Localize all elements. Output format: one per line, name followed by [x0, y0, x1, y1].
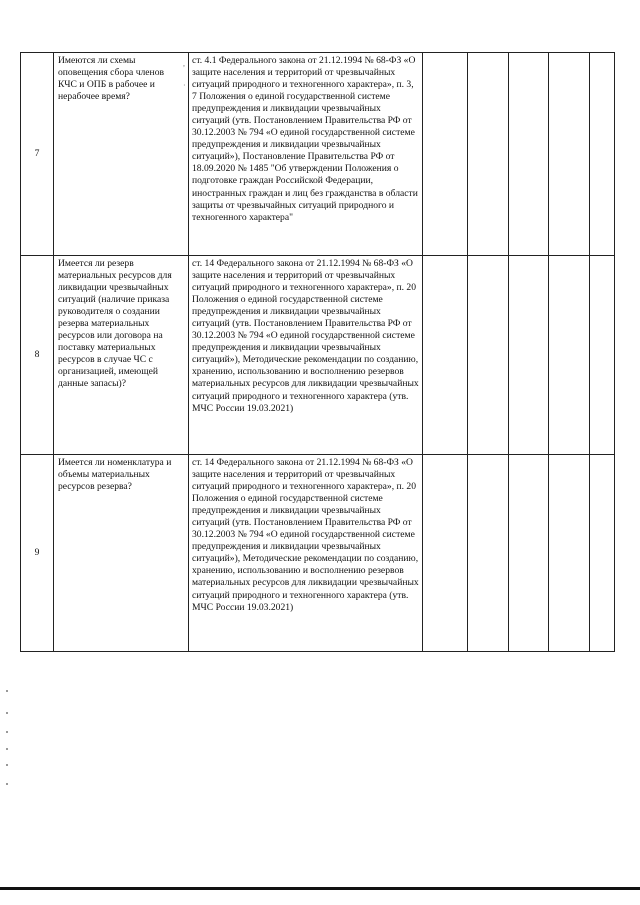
table-row: [21, 455, 615, 652]
extra-cell: [590, 53, 615, 256]
answer-cell-not-applicable: [509, 256, 549, 455]
scan-artifact-dots: [6, 690, 16, 800]
extra-cell: [590, 455, 615, 652]
answer-cell-yes: [423, 455, 468, 652]
answer-cell-not-applicable: [509, 53, 549, 256]
checklist-question: Имеется ли резерв материальных ресурсов для ликвидации чрезвычайных ситуаций (наличие приказа руководителя о создании резерва материальных ресурсов или договора на поставку материальных ресурсов в случае ЧС с организацией, имеющей данные запасы)?: [54, 256, 189, 455]
answer-cell-no: [468, 53, 509, 256]
answer-cell-yes: [423, 53, 468, 256]
legal-basis: ст. 14 Федерального закона от 21.12.1994 № 68-ФЗ «О защите населения и территорий от чрезвычайных ситуаций природного и техногенного характера», п. 20 Положения о единой государственной системе предупреждения и ликвидации чрезвычайных ситуаций (утв. Постановлением Правительства РФ от 30.12.2003 № 794 «О единой государственной системе предупреждения и ликвидации чрезвычайных ситуаций»), Методические рекомендации по созданию, хранению, использованию и восполнению резервов материальных ресурсов для ликвидации чрезвычайных ситуаций природного и техногенного характера (утв. МЧС России 19.03.2021): [189, 455, 423, 652]
row-number: 8: [21, 256, 54, 455]
answer-cell-yes: [423, 256, 468, 455]
inspection-checklist-table: [20, 52, 615, 652]
notes-cell: [549, 256, 590, 455]
notes-cell: [549, 53, 590, 256]
notes-cell: [549, 455, 590, 652]
scan-artifact-mark: ·: [183, 81, 186, 90]
answer-cell-no: [468, 256, 509, 455]
row-number: 9: [21, 455, 54, 652]
checklist-question: Имеются ли схемы оповещения сбора членов КЧС и ОПБ в рабочее и нерабочее время?: [54, 53, 189, 256]
checklist-question: Имеется ли номенклатура и объемы материальных ресурсов резерва?: [54, 455, 189, 652]
table-row: [21, 53, 615, 256]
page-bottom-edge: [0, 887, 640, 890]
legal-basis: ст. 14 Федерального закона от 21.12.1994 № 68-ФЗ «О защите населения и территорий от чрезвычайных ситуаций природного и техногенного характера», п. 20 Положения о единой государственной системе предупреждения и ликвидации чрезвычайных ситуаций (утв. Постановлением Правительства РФ от 30.12.2003 № 794 «О единой государственной системе предупреждения и ликвидации чрезвычайных ситуаций»), Методические рекомендации по созданию, хранению, использованию и восполнению резервов материальных ресурсов для ликвидации чрезвычайных ситуаций природного и техногенного характера (утв. МЧС России 19.03.2021): [189, 256, 423, 455]
table-row: [21, 256, 615, 455]
scan-artifact-mark: ,: [183, 59, 185, 68]
answer-cell-not-applicable: [509, 455, 549, 652]
legal-basis: ст. 4.1 Федерального закона от 21.12.1994 № 68-ФЗ «О защите населения и территорий от чрезвычайных ситуаций природного и техногенного характера», п. 3, 7 Положения о единой государственной системе предупреждения и ликвидации чрезвычайных ситуаций (утв. Постановлением Правительства РФ от 30.12.2003 № 794 «О единой государственной системе предупреждения и ликвидации чрезвычайных ситуаций»), Постановление Правительства РФ от 18.09.2020 № 1485 "Об утверждении Положения о подготовке граждан Российской Федерации, иностранных граждан и лиц без гражданства в области защиты от чрезвычайных ситуаций природного и техногенного характера": [189, 53, 423, 256]
extra-cell: [590, 256, 615, 455]
answer-cell-no: [468, 455, 509, 652]
row-number: 7: [21, 53, 54, 256]
